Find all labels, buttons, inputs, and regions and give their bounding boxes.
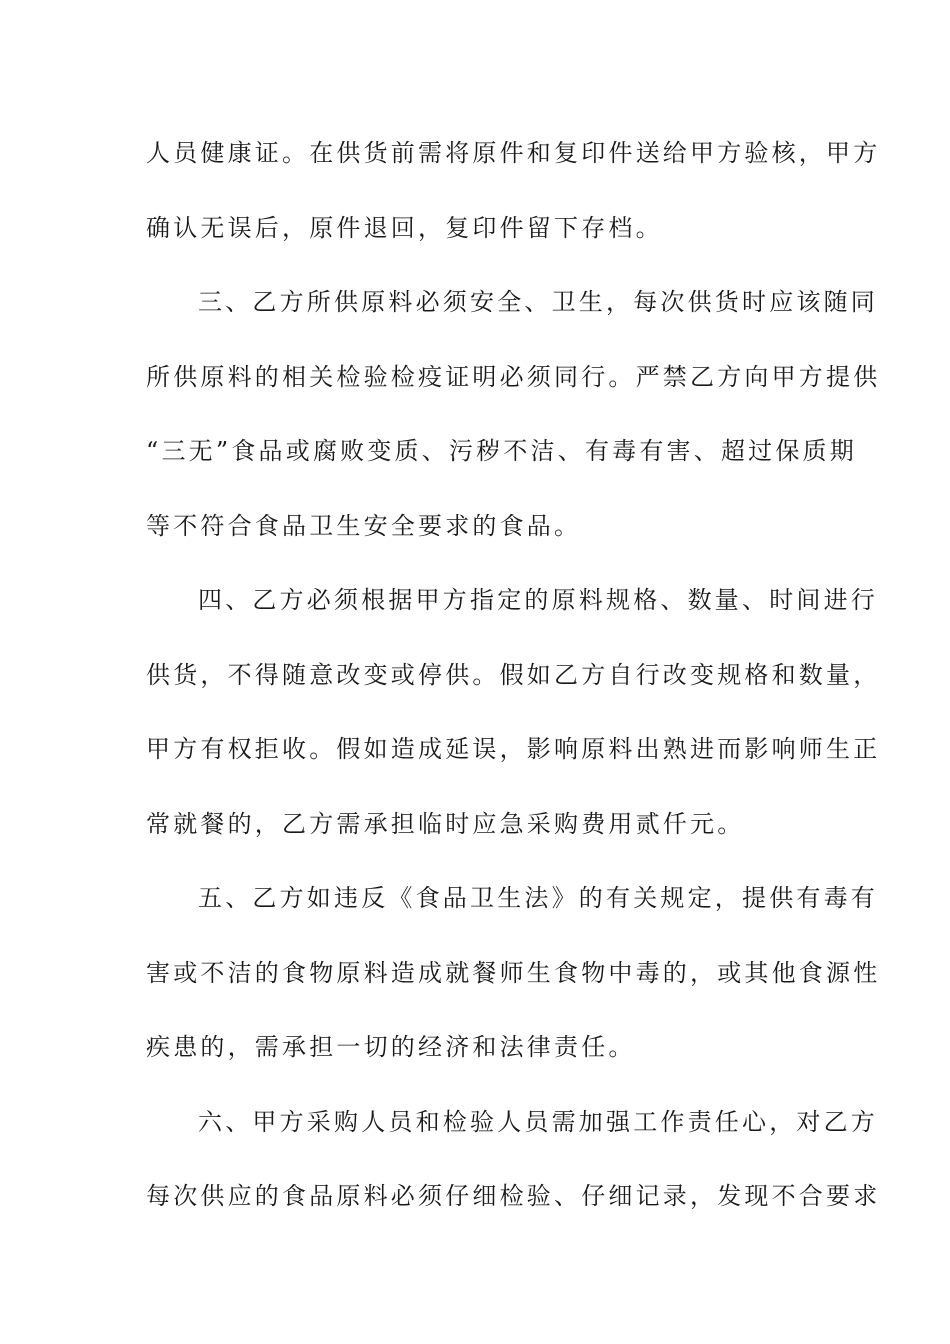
text-line: 所供原料的相关检验检疫证明必须同行。严禁乙方向甲方提供 — [146, 362, 881, 391]
text-line: 常就餐的，乙方需承担临时应急采购费用贰仟元。 — [146, 809, 745, 838]
document-body — [146, 126, 881, 1244]
text-line: 疾患的，需承担一切的经济和法律责任。 — [146, 1033, 636, 1061]
paragraph-start-line: 五、乙方如违反《食品卫生法》的有关规定，提供有毒有 — [198, 884, 878, 912]
text-line: 供货，不得随意改变或停供。假如乙方自行改变规格和数量， — [146, 660, 881, 689]
text-line: 等不符合食品卫生安全要求的食品。 — [146, 511, 582, 540]
paragraph-start-line: 六、甲方采购人员和检验人员需加强工作责任心，对乙方 — [198, 1107, 878, 1136]
paragraph-start-line: 四、乙方必须根据甲方指定的原料规格、数量、时间进行 — [198, 586, 878, 614]
text-line: “三无”食品或腐败变质、污秽不洁、有毒有害、超过保质期 — [146, 437, 857, 465]
text-line: 人员健康证。在供货前需将原件和复印件送给甲方验核，甲方 — [146, 139, 881, 167]
text-line: 害或不洁的食物原料造成就餐师生食物中毒的，或其他食源性 — [146, 958, 881, 987]
paragraph-start-line: 三、乙方所供原料必须安全、卫生，每次供货时应该随同 — [198, 288, 878, 316]
text-line: 每次供应的食品原料必须仔细检验、仔细记录，发现不合要求 — [146, 1182, 881, 1210]
text-line: 确认无误后，原件退回，复印件留下存档。 — [146, 213, 663, 242]
text-line: 甲方有权拒收。假如造成延误，影响原料出熟进而影响师生正 — [146, 735, 881, 763]
